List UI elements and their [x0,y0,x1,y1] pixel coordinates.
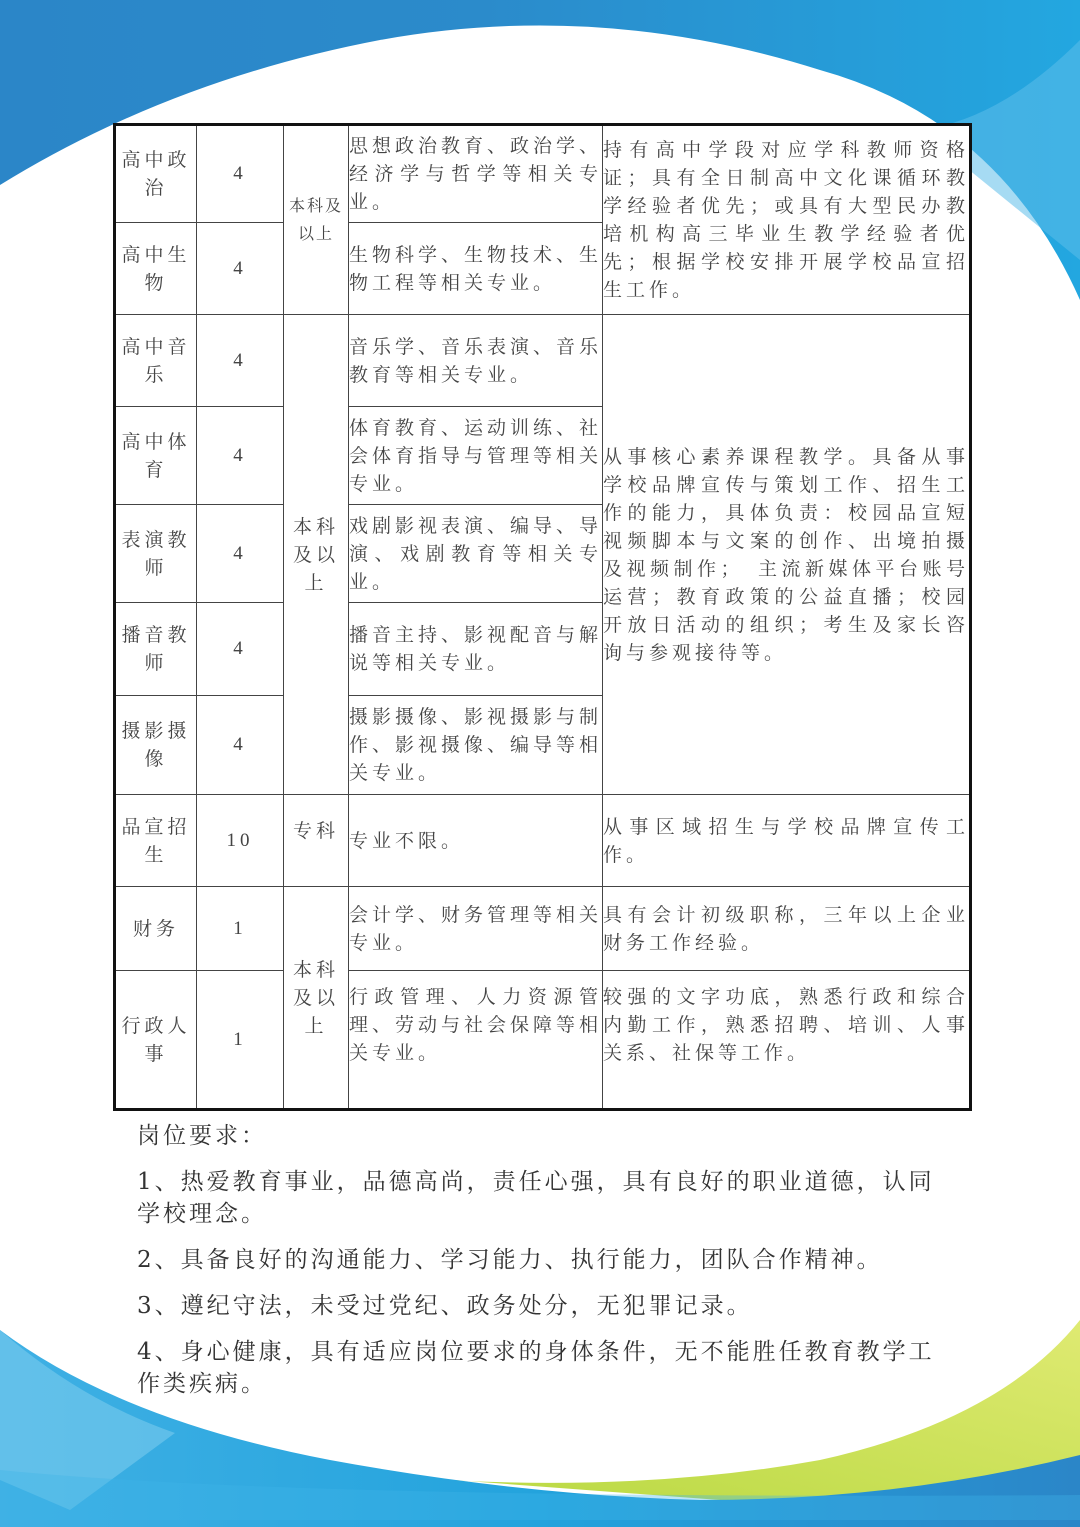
position-requirements [137,1120,937,1414]
education-level: 本科及以上 [284,125,349,315]
education-level: 本科及以上 [284,887,349,1110]
major-requirement: 播音主持、影视配音与解说等相关专业。 [349,603,603,696]
headcount: 1 [197,971,284,1110]
post-name: 高中政治 [115,125,197,223]
headcount: 4 [197,505,284,603]
headcount: 4 [197,407,284,505]
education-level: 本科及以上 [284,315,349,795]
job-requirement: 持有高中学段对应学科教师资格证；具有全日制高中文化课循环教学经验者优先；或具有大型民办教培机构高三毕业生教学经验者优先；根据学校安排开展学校品宣招生工作。 [603,125,971,315]
headcount: 4 [197,696,284,795]
job-requirement: 较强的文字功底，熟悉行政和综合内勤工作，熟悉招聘、培训、人事关系、社保等工作。 [603,971,971,1110]
table-row [115,887,971,971]
major-requirement: 专业不限。 [349,795,603,887]
job-openings-table [113,123,972,1111]
table-row [115,971,971,1110]
post-name: 表演教师 [115,505,197,603]
post-name: 高中音乐 [115,315,197,407]
requirement-item: 2、具备良好的沟通能力、学习能力、执行能力，团队合作精神。 [137,1247,883,1273]
requirement-item: 4、身心健康，具有适应岗位要求的身体条件，无不能胜任教育教学工作类疾病。 [137,1339,935,1397]
major-requirement: 行政管理、人力资源管理、劳动与社会保障等相关专业。 [349,971,603,1110]
headcount: 4 [197,125,284,223]
post-name: 财务 [115,887,197,971]
table-row [115,315,971,407]
post-name: 摄影摄像 [115,696,197,795]
requirements-heading: 岗位要求： [137,1123,267,1149]
major-requirement: 思想政治教育、政治学、经济学与哲学等相关专业。 [349,125,603,223]
post-name: 高中体育 [115,407,197,505]
post-name: 行政人事 [115,971,197,1110]
headcount: 10 [197,795,284,887]
major-requirement: 戏剧影视表演、编导、导演、戏剧教育等相关专业。 [349,505,603,603]
post-name: 播音教师 [115,603,197,696]
job-requirement: 从事区域招生与学校品牌宣传工作。 [603,795,971,887]
job-requirement: 具有会计初级职称，三年以上企业财务工作经验。 [603,887,971,971]
headcount: 4 [197,315,284,407]
table-row [115,795,971,887]
table-row [115,125,971,223]
education-level: 专科 [284,795,349,887]
major-requirement: 体育教育、运动训练、社会体育指导与管理等相关专业。 [349,407,603,505]
job-requirement: 从事核心素养课程教学。具备从事学校品牌宣传与策划工作、招生工作的能力，具体负责：校园品宣短视频脚本与文案的创作、出境拍摄及视频制作； 主流新媒体平台账号运营；教育政策的公益直播；校园开放日活动的组织；考生及家长咨询与参观接待等。 [603,315,971,795]
major-requirement: 摄影摄像、影视摄影与制作、影视摄像、编导等相关专业。 [349,696,603,795]
post-name: 高中生物 [115,223,197,315]
headcount: 4 [197,223,284,315]
post-name: 品宣招生 [115,795,197,887]
major-requirement: 会计学、财务管理等相关专业。 [349,887,603,971]
major-requirement: 生物科学、生物技术、生物工程等相关专业。 [349,223,603,315]
major-requirement: 音乐学、音乐表演、音乐教育等相关专业。 [349,315,603,407]
requirement-item: 1、热爱教育事业，品德高尚，责任心强，具有良好的职业道德，认同学校理念。 [137,1169,935,1227]
headcount: 1 [197,887,284,971]
requirement-item: 3、遵纪守法，未受过党纪、政务处分，无犯罪记录。 [137,1293,753,1319]
headcount: 4 [197,603,284,696]
